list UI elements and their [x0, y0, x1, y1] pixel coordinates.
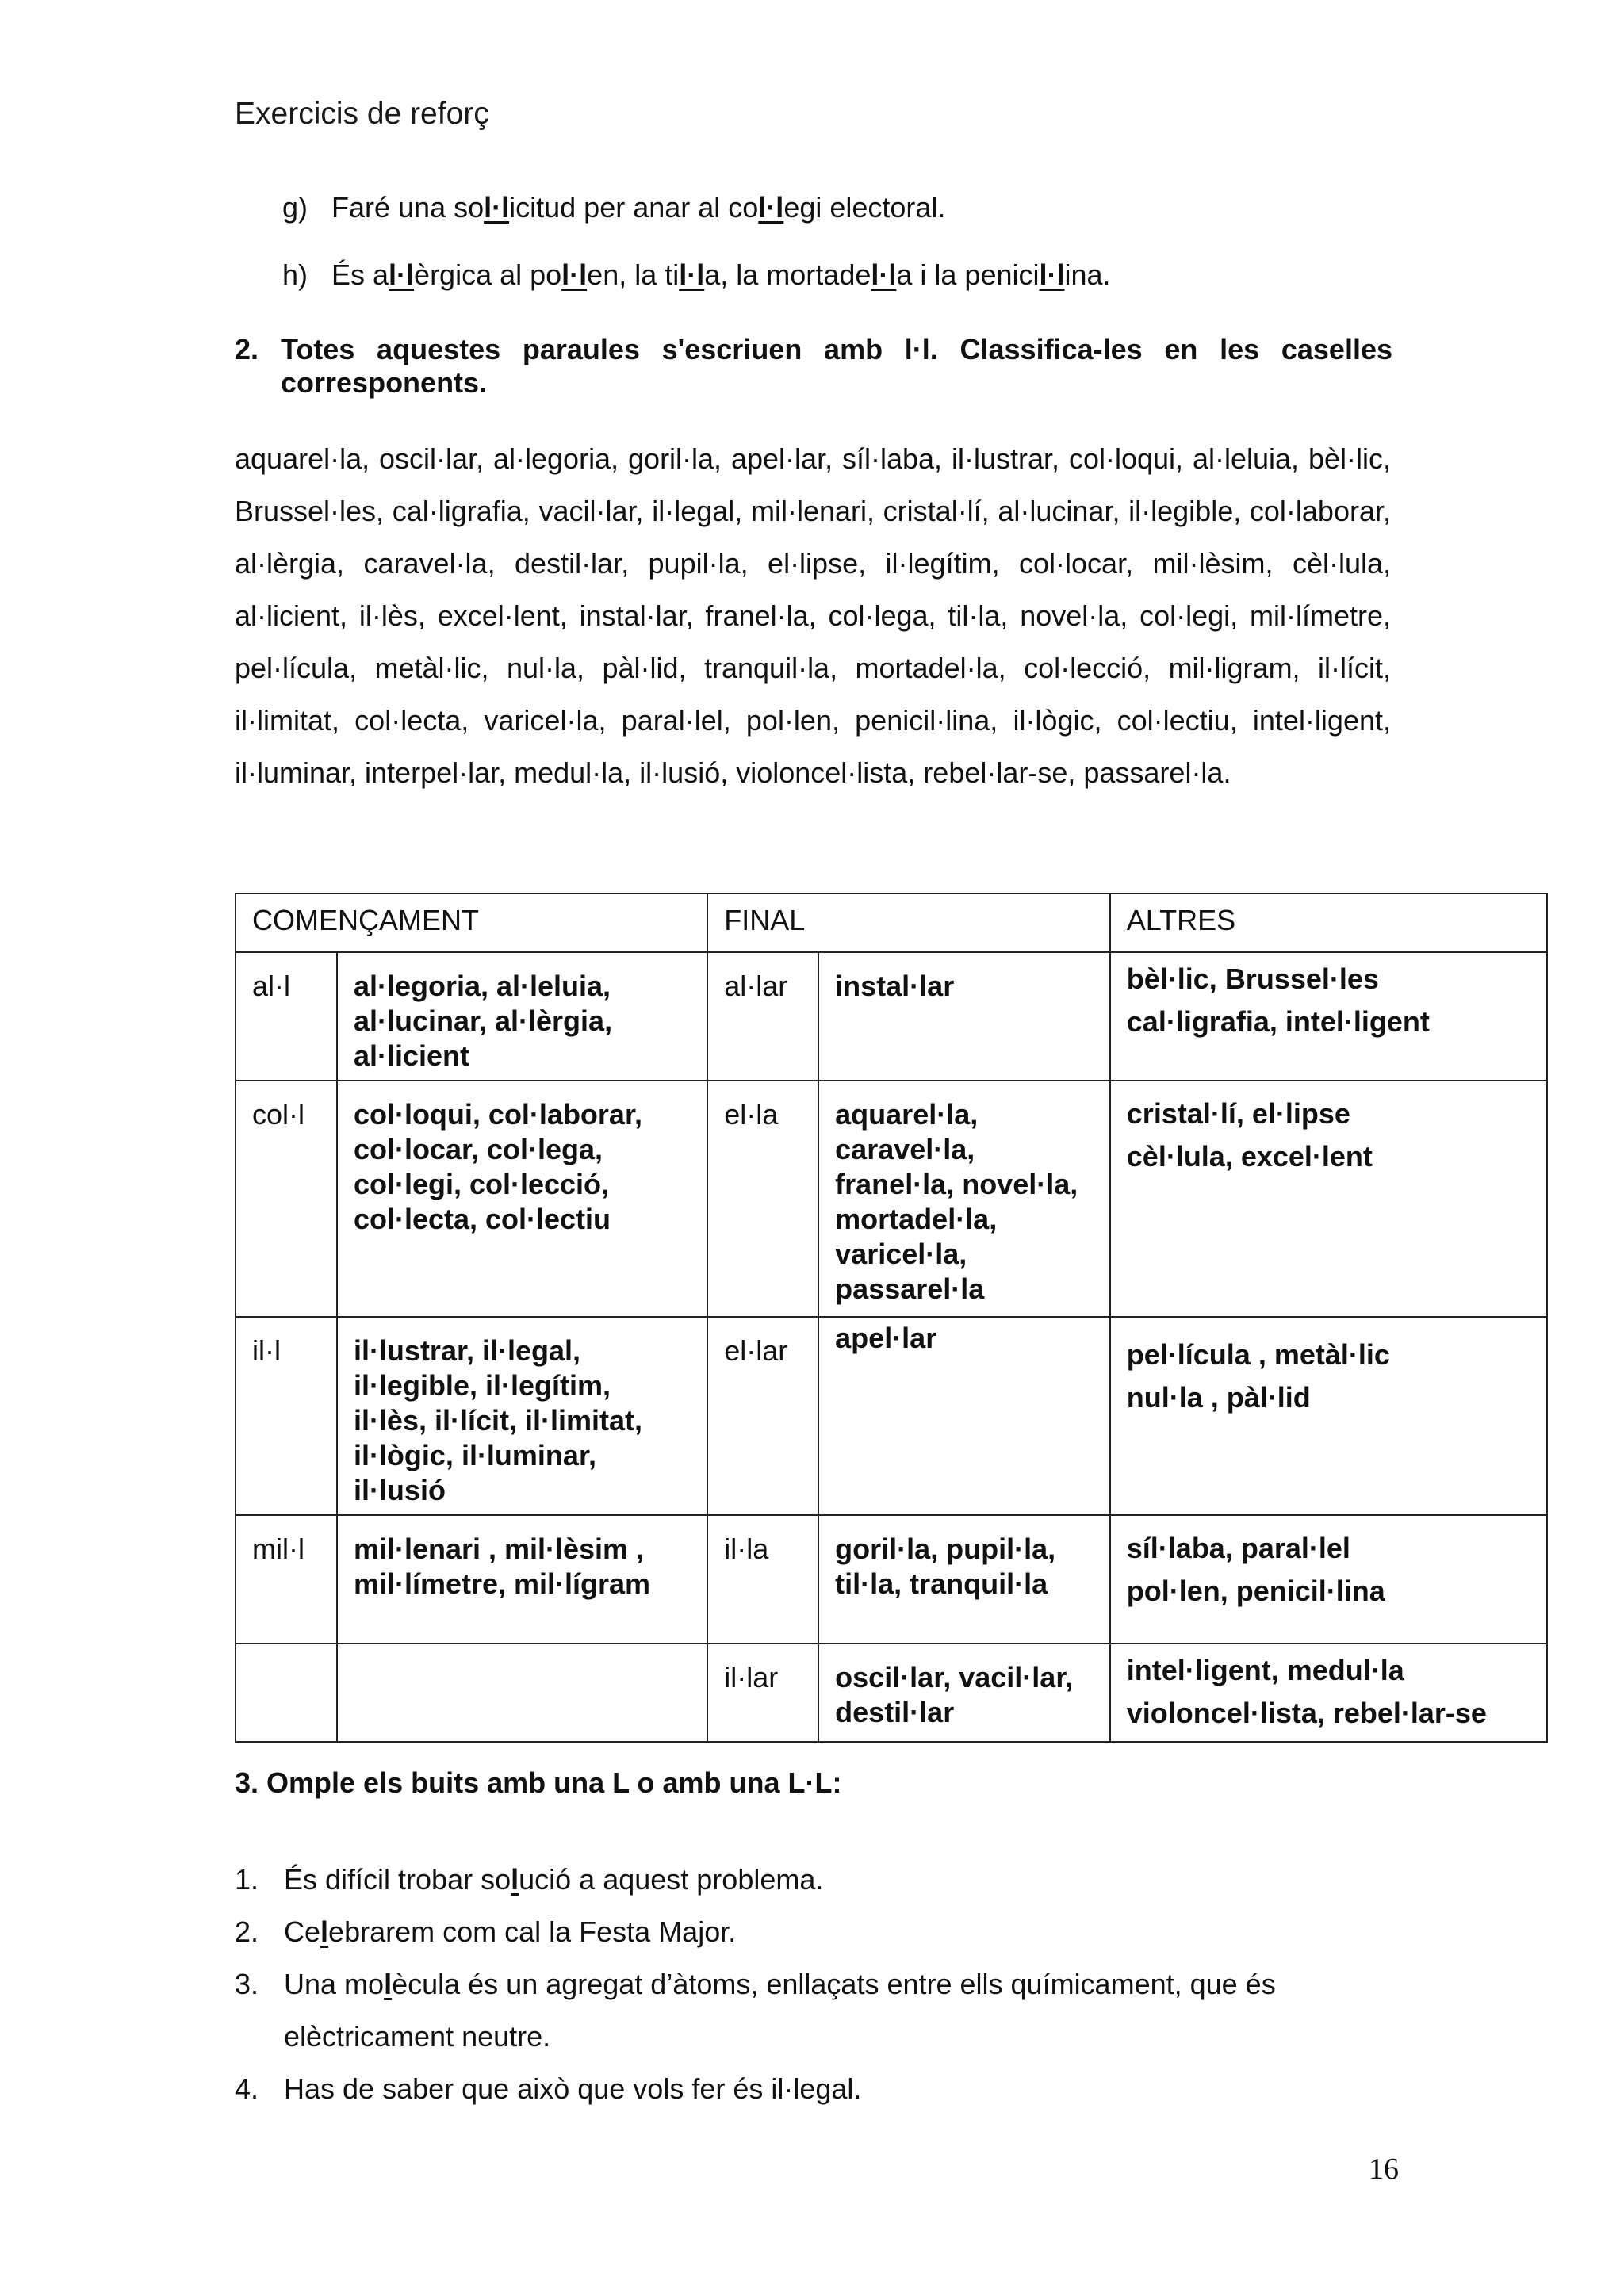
question-2-title: [235, 333, 1392, 400]
start-pattern: [236, 1644, 337, 1742]
text-run: És difícil trobar so: [284, 1863, 511, 1896]
table-row: [236, 1515, 1547, 1644]
item-marker: h): [282, 258, 308, 291]
fill-item: [235, 1906, 1424, 1958]
exercise-1-items: [282, 189, 1472, 323]
highlighted-letters: l: [511, 1863, 519, 1896]
end-words: goril·la, pupil·la, til·la, tranquil·la: [818, 1515, 1110, 1644]
other-words: [1110, 1644, 1547, 1742]
item-text: [331, 191, 945, 224]
other-line: nul·la , pàl·lid: [1126, 1381, 1311, 1414]
end-pattern: el·lar: [707, 1317, 818, 1515]
start-words: il·lustrar, il·legal, il·legible, il·legítim, il·lès, il·lícit, il·limitat, il·lògic, il·luminar, il·lusió: [337, 1317, 707, 1515]
end-words: instal·lar: [818, 952, 1110, 1081]
page-header: Exercicis de reforç: [235, 97, 489, 131]
highlighted-letters: l: [320, 1915, 329, 1948]
text-run: Una mo: [284, 1968, 385, 2000]
start-pattern: il·l: [236, 1317, 337, 1515]
other-words: [1110, 1081, 1547, 1317]
start-pattern: col·l: [236, 1081, 337, 1317]
start-pattern: al·l: [236, 952, 337, 1081]
end-pattern: il·lar: [707, 1644, 818, 1742]
text-run: icitud per anar al co: [509, 191, 759, 224]
classification-table: [235, 893, 1548, 1743]
item-number: 4.: [235, 2072, 259, 2105]
question-number: 2.: [235, 333, 259, 365]
header-comencament: COMENÇAMENT: [236, 894, 707, 952]
start-pattern: mil·l: [236, 1515, 337, 1644]
highlighted-letters: l: [384, 1968, 393, 2000]
item-text: [284, 2072, 861, 2105]
item-text: [284, 1968, 1276, 2053]
other-line: intel·ligent, medul·la: [1126, 1654, 1404, 1686]
word-list: aquarel·la, oscil·lar, al·legoria, goril·la, apel·lar, síl·laba, il·lustrar, col·loqui, al·leluia, bèl·lic, Brussel·les, cal·ligrafia, vacil·lar, il·legal, mil·lenari, cristal·lí, al·lucinar, il·legible, col·laborar, al·lèrgia, caravel·la, destil·lar, pupil·la, el·lipse, il·legítim, col·locar, mil·lèsim, cèl·lula, al·licient, il·lès, excel·lent, instal·lar, franel·la, col·lega, til·la, novel·la, col·legi, mil·límetre, pel·lícula, metàl·lic, nul·la, pàl·lid, tranquil·la, mortadel·la, col·lecció, mil·ligram, il·lícit, il·limitat, col·lecta, varicel·la, paral·lel, pol·len, penicil·lina, il·lògic, col·lectiu, intel·ligent, il·luminar, interpel·lar, medul·la, il·lusió, violoncel·lista, rebel·lar-se, passarel·la.: [235, 442, 1391, 789]
text-run: Has de saber que això que vols fer és il·legal.: [284, 2072, 862, 2105]
text-run: a i la penici: [896, 258, 1040, 291]
fill-in-list: [235, 1854, 1424, 2115]
text-run: egi electoral.: [783, 191, 946, 224]
question-text: Totes aquestes paraules s'escriuen amb l·l. Classifica-les en les caselles corresponents.: [281, 333, 1392, 399]
text-run: ebrarem com cal la Festa Major.: [328, 1915, 737, 1948]
text-run: És a: [331, 258, 389, 291]
text-run: a, la mortade: [704, 258, 871, 291]
end-words: apel·lar: [818, 1317, 1110, 1515]
item-text: [284, 1863, 823, 1896]
text-run: ina.: [1064, 258, 1111, 291]
other-line: violoncel·lista, rebel·lar-se: [1126, 1697, 1487, 1729]
table-row: [236, 952, 1547, 1081]
other-line: síl·laba, paral·lel: [1126, 1532, 1350, 1564]
exercise-item: [282, 189, 1472, 227]
end-pattern: el·la: [707, 1081, 818, 1317]
header-altres: ALTRES: [1110, 894, 1547, 952]
other-line: pel·lícula , metàl·lic: [1126, 1338, 1390, 1371]
table-row: [236, 1644, 1547, 1742]
highlighted-letters: l·l: [1039, 258, 1065, 291]
highlighted-letters: l·l: [389, 258, 415, 291]
exercise-item: [282, 256, 1472, 294]
highlighted-letters: l·l: [871, 258, 897, 291]
text-run: Faré una so: [331, 191, 485, 224]
item-marker: g): [282, 191, 308, 224]
table-row: [236, 1081, 1547, 1317]
text-run: èrgica al po: [414, 258, 562, 291]
highlighted-letters: l·l: [758, 191, 784, 224]
start-words: mil·lenari , mil·lèsim , mil·límetre, mil·lígram: [337, 1515, 707, 1644]
end-words: oscil·lar, vacil·lar, destil·lar: [818, 1644, 1110, 1742]
highlighted-letters: l·l: [561, 258, 588, 291]
text-run: Ce: [284, 1915, 321, 1948]
text-run: en, la ti: [587, 258, 680, 291]
header-final: FINAL: [707, 894, 1110, 952]
end-pattern: il·la: [707, 1515, 818, 1644]
end-words: aquarel·la, caravel·la, franel·la, novel·la, mortadel·la, varicel·la, passarel·la: [818, 1081, 1110, 1317]
other-line: bèl·lic, Brussel·les: [1126, 962, 1379, 995]
other-words: [1110, 952, 1547, 1081]
highlighted-letters: l·l: [679, 258, 705, 291]
item-number: 3.: [235, 1968, 259, 2000]
table-row: [236, 1317, 1547, 1515]
start-words: [337, 1644, 707, 1742]
start-words: al·legoria, al·leluia, al·lucinar, al·lèrgia, al·licient: [337, 952, 707, 1081]
end-pattern: al·lar: [707, 952, 818, 1081]
other-words: [1110, 1317, 1547, 1515]
other-line: pol·len, penicil·lina: [1126, 1575, 1385, 1607]
item-text: [331, 258, 1111, 291]
item-text: [284, 1915, 736, 1948]
text-run: ècula és un agregat d’àtoms, enllaçats entre ells químicament, que és elèctricament neutre.: [284, 1968, 1276, 2053]
page-number: 16: [1369, 2152, 1399, 2186]
other-words: [1110, 1515, 1547, 1644]
table-header-row: [236, 894, 1547, 952]
fill-item: [235, 2063, 1424, 2115]
question-3-title: 3. Omple els buits amb una L o amb una L·L:: [235, 1766, 842, 1799]
fill-item: [235, 1854, 1424, 1906]
item-number: 1.: [235, 1863, 259, 1896]
other-line: cal·ligrafia, intel·ligent: [1126, 1005, 1430, 1038]
text-run: ució a aquest problema.: [519, 1863, 824, 1896]
highlighted-letters: l·l: [484, 191, 510, 224]
start-words: col·loqui, col·laborar, col·locar, col·lega, col·legi, col·lecció, col·lecta, col·lectiu: [337, 1081, 707, 1317]
fill-item: [235, 1958, 1424, 2063]
other-line: cèl·lula, excel·lent: [1126, 1140, 1373, 1173]
other-line: cristal·lí, el·lipse: [1126, 1097, 1350, 1130]
item-number: 2.: [235, 1915, 259, 1948]
